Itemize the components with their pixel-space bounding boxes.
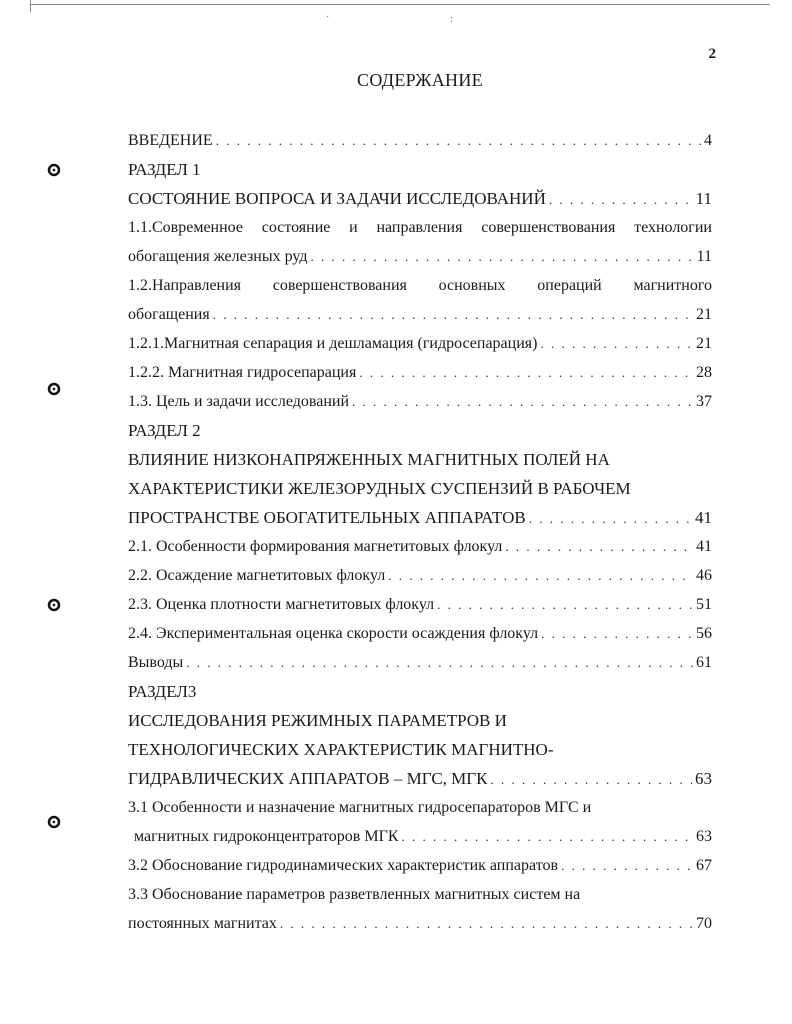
toc-entry[interactable]: 1.3. Цель и задачи исследований . . . 37	[128, 387, 712, 416]
toc-entry[interactable]: 2.2. Осаждение магнетитовых флокул . . . 46	[128, 561, 712, 590]
toc-entry[interactable]: 3.2 Обоснование гидродинамических характеристик аппаратов . . . 67	[128, 851, 712, 880]
toc-entry[interactable]: 2.4. Экспериментальная оценка скорости осаждения флокул . . . 56	[128, 619, 712, 648]
toc-entry[interactable]: 2.3. Оценка плотности магнетитовых флокул . . . 51	[128, 590, 712, 619]
toc-entry-line: ТЕХНОЛОГИЧЕСКИХ ХАРАКТЕРИСТИК МАГНИТНО-	[128, 740, 554, 759]
scan-speck: :	[450, 14, 453, 25]
toc-entry-line: ХАРАКТЕРИСТИКИ ЖЕЛЕЗОРУДНЫХ СУСПЕНЗИЙ В РАБОЧЕМ	[128, 479, 631, 498]
toc-entry-line: ИССЛЕДОВАНИЯ РЕЖИМНЫХ ПАРАМЕТРОВ И	[128, 711, 507, 730]
dot-leader	[186, 648, 693, 677]
toc-entry[interactable]: 2.1. Особенности формирования магнетитовых флокул . . . 41	[128, 532, 712, 561]
toc-entry[interactable]: постоянных магнитах . . . 70	[128, 909, 712, 938]
toc-entry-line: 3.3 Обоснование параметров разветвленных магнитных систем на	[128, 886, 581, 903]
toc-entry[interactable]: магнитных гидроконцентраторов МГК . . . 63	[128, 822, 712, 851]
toc-entry[interactable]: 1.2.1.Магнитная сепарация и дешламация (гидросепарация) . . . 21	[128, 329, 712, 358]
toc-entry[interactable]: 1.2.2. Магнитная гидросепарация . . . 28	[128, 358, 712, 387]
dot-leader	[280, 909, 693, 938]
dot-leader	[216, 126, 701, 155]
toc-entry[interactable]: ГИДРАВЛИЧЕСКИХ АППАРАТОВ – МГС, МГК . . . 63	[128, 764, 712, 793]
dot-leader	[359, 358, 693, 387]
dot-leader	[401, 822, 693, 851]
toc-section-heading: РАЗДЕЛ 1	[128, 160, 201, 179]
toc-entry-line: 3.1 Особенности и назначение магнитных гидросепараторов МГС и	[128, 799, 592, 816]
dot-leader	[540, 329, 693, 358]
toc-entry-line: 1.2.Направления совершенствования основных операций магнитного	[128, 277, 712, 294]
dot-leader	[561, 851, 693, 880]
binder-hole-icon	[46, 381, 62, 397]
toc-entry[interactable]: обогащения железных руд . . . 11	[128, 242, 712, 271]
dot-leader	[388, 561, 693, 590]
dot-leader	[505, 532, 693, 561]
toc-entry[interactable]: СОСТОЯНИЕ ВОПРОСА И ЗАДАЧИ ИССЛЕДОВАНИЙ . . . 11	[128, 184, 712, 213]
toc-entry[interactable]: Выводы . . . 61	[128, 648, 712, 677]
page-title: СОДЕРЖАНИЕ	[357, 70, 483, 90]
toc-entry[interactable]: ВВЕДЕНИЕ . . . 4	[128, 126, 712, 155]
toc-entry-line: ВЛИЯНИЕ НИЗКОНАПРЯЖЕННЫХ МАГНИТНЫХ ПОЛЕЙ НА	[128, 450, 610, 469]
dot-leader	[490, 765, 692, 794]
binder-hole-icon	[46, 597, 62, 613]
scan-speck: ·	[326, 12, 330, 23]
toc-section-heading: РАЗДЕЛ 2	[128, 421, 201, 440]
toc-entry[interactable]: ПРОСТРАНСТВЕ ОБОГАТИТЕЛЬНЫХ АППАРАТОВ . . . 41	[128, 503, 712, 532]
binder-hole-icon	[46, 814, 62, 830]
scan-top-border	[30, 4, 770, 5]
toc-entry-line: 1.1.Современное состояние и направления совершенствования технологии	[128, 219, 712, 236]
binder-hole-icon	[46, 162, 62, 178]
scan-left-border	[30, 0, 31, 12]
toc-section-heading: РАЗДЕЛ3	[128, 682, 197, 701]
toc-entry[interactable]: обогащения . . . 21	[128, 300, 712, 329]
page-number: 2	[708, 46, 716, 62]
dot-leader	[213, 300, 693, 329]
dot-leader	[311, 242, 694, 271]
dot-leader	[541, 619, 693, 648]
dot-leader	[529, 504, 692, 533]
dot-leader	[437, 590, 693, 619]
table-of-contents	[128, 126, 712, 938]
dot-leader	[549, 185, 693, 214]
dot-leader	[352, 387, 693, 416]
